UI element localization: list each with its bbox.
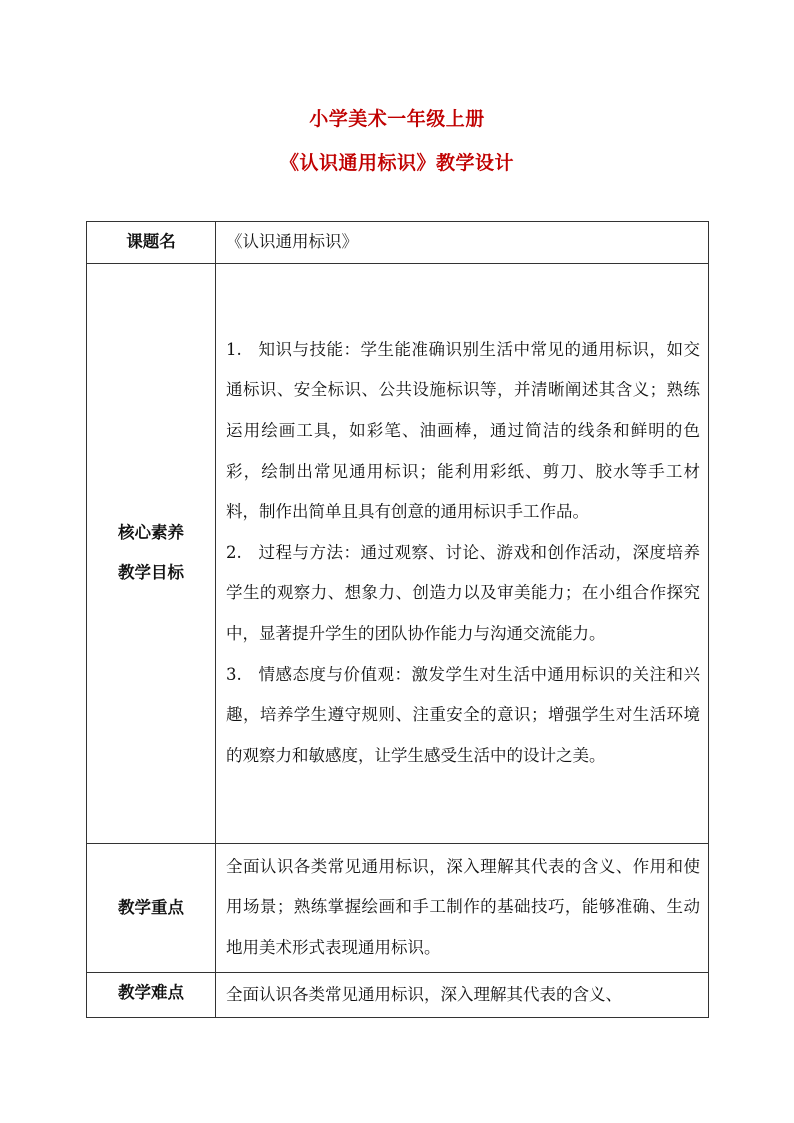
course-title-value: 《认识通用标识》 [216,222,709,264]
goal-item [226,533,700,655]
table-row-key-points [87,843,709,972]
lesson-plan-table [86,221,709,1018]
difficulties-text: 全面认识各类常见通用标识，深入理解其代表的含义、 [216,972,709,1017]
goal-item-number: 1. [226,339,242,359]
document-subtitle: 《认识通用标识》教学设计 [279,152,514,174]
course-title-label: 课题名 [87,222,216,264]
table-row-course-title [87,222,709,264]
goals-label [87,263,216,843]
goal-item-number: 3. [226,664,242,684]
goal-item-text: 知识与技能：学生能准确识别生活中常见的通用标识，如交通标识、安全标识、公共设施标识等，并清晰阐述其含义；熟练运用绘画工具，如彩笔、油画棒，通过简洁的线条和鲜明的色彩，绘制出常见通用标识；能利用彩纸、剪刀、胶水等手工材料，制作出简单且具有创意的通用标识手工作品。 [226,339,700,522]
table-row-difficulties [87,972,709,1017]
key-points-text: 全面认识各类常见通用标识，深入理解其代表的含义、作用和使用场景；熟练掌握绘画和手工制作的基础技巧，能够准确、生动地用美术形式表现通用标识。 [216,843,709,972]
goal-item [226,330,700,533]
difficulties-label: 教学难点 [87,972,216,1017]
key-points-label: 教学重点 [87,843,216,972]
goal-item-text: 情感态度与价值观：激发学生对生活中通用标识的关注和兴趣，培养学生遵守规则、注重安全的意识；增强学生对生活环境的观察力和敏感度，让学生感受生活中的设计之美。 [226,664,700,765]
table-row-goals [87,263,709,843]
goal-item-text: 过程与方法：通过观察、讨论、游戏和创作活动，深度培养学生的观察力、想象力、创造力以及审美能力；在小组合作探究中，显著提升学生的团队协作能力与沟通交流能力。 [226,542,700,643]
document-title: 小学美术一年级上册 [309,108,485,130]
goals-label-line1: 核心素养 [118,523,184,543]
goals-content [216,263,709,843]
goal-item-number: 2. [226,542,242,562]
goals-label-line2: 教学目标 [118,563,184,583]
goal-item [226,655,700,777]
